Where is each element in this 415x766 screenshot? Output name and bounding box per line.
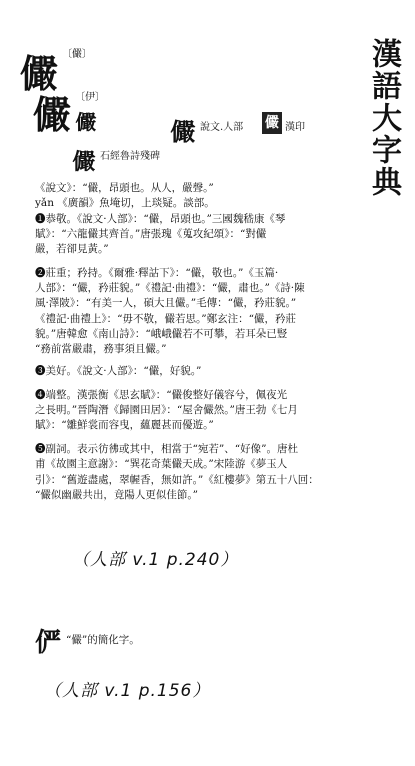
headword-2: 儼 bbox=[33, 92, 71, 137]
headword-1-mark: 〔儼〕 bbox=[62, 49, 92, 60]
text-line: 甫《故園主意謝》：“巽花奇葉儼天成。”宋陸游《夢玉人 bbox=[35, 458, 288, 470]
text-line: ❷莊重；矜持。《爾雅·釋詁下》：“儼，敬也。”《玉篇· bbox=[35, 267, 279, 279]
text-line: 《說文》：“儼，昂頭也。从人，嚴聲。” bbox=[35, 182, 214, 194]
text-line: 賦》：“六龍儼其齊首。”唐張瑰《蒐攻紀頌》：“對儼 bbox=[35, 228, 267, 240]
headword-2-mark: 〔伊〕 bbox=[75, 92, 105, 103]
seal-form-2: 儼 bbox=[170, 117, 196, 146]
headword-3: 俨 bbox=[35, 628, 62, 658]
text-line: ❶恭敬。《說文·人部》：“儼，昂頭也。”三國魏嵇康《琴 bbox=[35, 213, 286, 225]
text-line: “務前當嚴肅，務事須且儼。” bbox=[35, 343, 167, 355]
text-line: 賦》：“雛鮮裳而容曳，蘊麗甚而優遊。” bbox=[35, 419, 214, 431]
handwritten-annotation-2: （人部 v.1 p.156） bbox=[44, 681, 211, 701]
seal-form-note-2: 漢印 bbox=[285, 122, 305, 133]
text-line: ❺副詞。表示彷彿或其中，相當于“宛若”、“好像”。唐杜 bbox=[35, 443, 298, 455]
text-line: 引》：“舊遊盡處，翠幄香，無如許。”《紅樓夢》第五十八回： bbox=[35, 474, 319, 486]
seal-form-label: 石經魯詩殘碑 bbox=[100, 151, 160, 162]
seal-form-4: 儼 bbox=[72, 149, 96, 175]
seal-form-1: 儼 bbox=[75, 110, 97, 134]
text-line: 貌。”唐韓愈《南山詩》：“峨峨儼若不可攀，若耳朵已豎 bbox=[35, 328, 288, 340]
text-line: 《禮記·曲禮上》：“毋不敬，儼若思。”鄭玄注：“儼，矜莊 bbox=[35, 313, 296, 325]
text-line: 風·澤陂》：“有美一人，碩大且儼。”毛傳：“儼，矜莊貌。” bbox=[35, 297, 297, 309]
dictionary-title: 漢語大字典 bbox=[366, 38, 401, 198]
text-line: 嚴，若卻見黃。” bbox=[35, 243, 109, 255]
handwritten-annotation-1: （人部 v.1 p.240） bbox=[72, 550, 239, 570]
text-line: ❸美好。《說文·人部》：“儼，好貌。” bbox=[35, 365, 202, 377]
text-line: “儼似幽嚴共出，竟陽人更似佳節。” bbox=[35, 489, 198, 501]
text-line: yǎn 《廣韻》魚埯切，上琰疑。談部。 bbox=[35, 197, 215, 209]
seal-form-3: 儼 bbox=[262, 112, 282, 134]
text-line: ❹端整。漢張衡《思玄賦》：“儼俊整好儀容兮，佩夜光 bbox=[35, 389, 288, 401]
seal-form-note-1: 說文.人部 bbox=[200, 122, 244, 133]
text-line: 之長明。”晉陶潛《歸園田居》：“屋舍儼然。”唐王勃《七月 bbox=[35, 404, 298, 416]
headword-3-definition: “儼”的簡化字。 bbox=[66, 634, 140, 646]
text-line: 人部》：“儼，矜莊貌。”《禮記·曲禮》：“儼，肅也。”《詩·陳 bbox=[35, 282, 305, 294]
headword-1: 儼 bbox=[20, 51, 58, 96]
